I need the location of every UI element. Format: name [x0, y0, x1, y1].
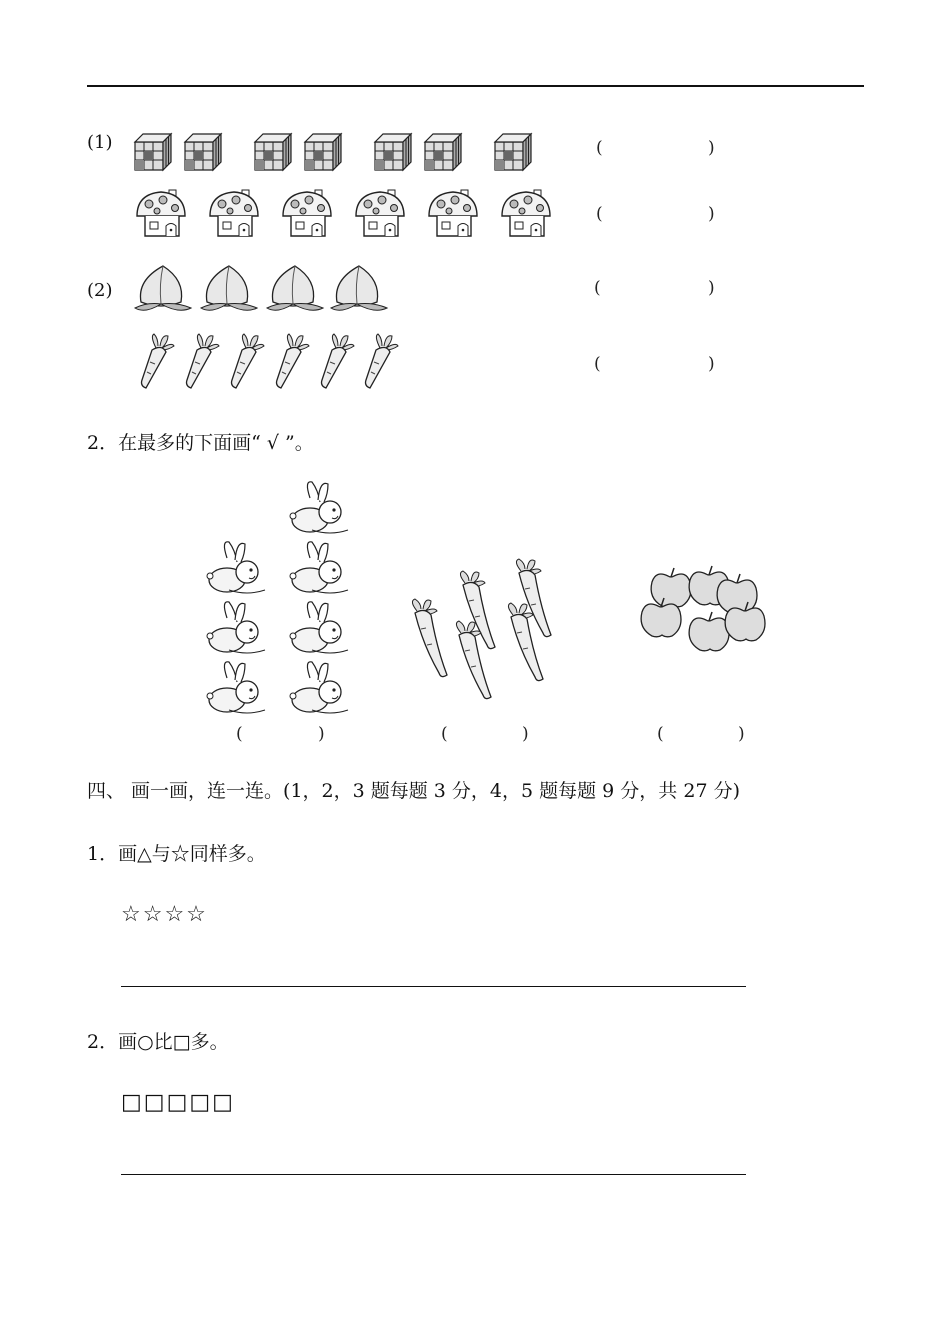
section-4-heading: 四、 画一画，连一连。(1，2，3 题每题 3 分，4，5 题每题 9 分，共 27 分) [87, 780, 740, 802]
answer-paren-close: ) [708, 138, 715, 158]
peach-icon [201, 266, 257, 310]
answer-paren-close: ) [522, 724, 529, 744]
answer-paren-open: ( [596, 138, 603, 158]
mushroom-house-icon [356, 190, 404, 236]
rabbit-icon [207, 662, 265, 713]
carrot-icon [232, 334, 265, 388]
carrot-icon [142, 334, 175, 388]
cube-row [133, 132, 543, 174]
rabbit-group [205, 478, 360, 718]
carrot-icon [277, 334, 310, 388]
question-2-title: 2．在最多的下面画“ √ ”。 [87, 432, 314, 454]
answer-paren-open: ( [594, 278, 601, 298]
rabbit-icon [290, 602, 348, 653]
apple-icon [651, 568, 691, 607]
section-4-question-1: 1．画△与☆同样多。 [87, 843, 266, 865]
answer-paren-close: ) [708, 354, 715, 374]
rabbit-icon [207, 602, 265, 653]
carrot-icon [187, 334, 220, 388]
answer-paren-close: ) [708, 278, 715, 298]
peach-icon [331, 266, 387, 310]
section-4-question-2: 2．画○比□多。 [87, 1031, 229, 1053]
rubik-cube-icon [305, 134, 341, 170]
answer-paren-open: ( [594, 354, 601, 374]
answer-paren-close: ) [738, 724, 745, 744]
peach-row [133, 262, 398, 316]
answer-line[interactable] [121, 1174, 746, 1175]
mushroom-house-icon [210, 190, 258, 236]
carrot-icon [366, 334, 399, 388]
rabbit-icon [290, 662, 348, 713]
rubik-cube-icon [495, 134, 531, 170]
answer-paren-close: ) [318, 724, 325, 744]
mushroom-house-icon [502, 190, 550, 236]
mushroom-row [133, 186, 553, 242]
rabbit-icon [290, 482, 348, 533]
answer-paren-open: ( [441, 724, 448, 744]
rubik-cube-icon [185, 134, 221, 170]
carrot-icon [322, 334, 355, 388]
star-shapes: ☆☆☆☆ [121, 902, 208, 927]
carrot-icon [412, 599, 447, 677]
part-2-label: (2) [87, 280, 113, 301]
answer-paren-open: ( [596, 204, 603, 224]
square-shapes: □□□□□ [121, 1090, 235, 1115]
answer-line[interactable] [121, 986, 746, 987]
answer-paren-close: ) [708, 204, 715, 224]
rubik-cube-icon [375, 134, 411, 170]
rabbit-icon [207, 542, 265, 593]
answer-paren-open: ( [657, 724, 664, 744]
answer-paren-open: ( [236, 724, 243, 744]
part-1-label: (1) [87, 132, 113, 153]
mushroom-house-icon [283, 190, 331, 236]
apple-icon [689, 612, 729, 651]
carrot-group [405, 555, 565, 695]
apple-group [636, 562, 768, 657]
mushroom-house-icon [137, 190, 185, 236]
rubik-cube-group [133, 132, 543, 174]
peach-icon [135, 266, 191, 310]
rubik-cube-icon [255, 134, 291, 170]
rabbit-icon [290, 542, 348, 593]
mushroom-house-icon [429, 190, 477, 236]
peach-icon [267, 266, 323, 310]
top-rule [87, 85, 864, 87]
carrot-row [138, 334, 403, 392]
rubik-cube-icon [135, 134, 171, 170]
rubik-cube-icon [425, 134, 461, 170]
